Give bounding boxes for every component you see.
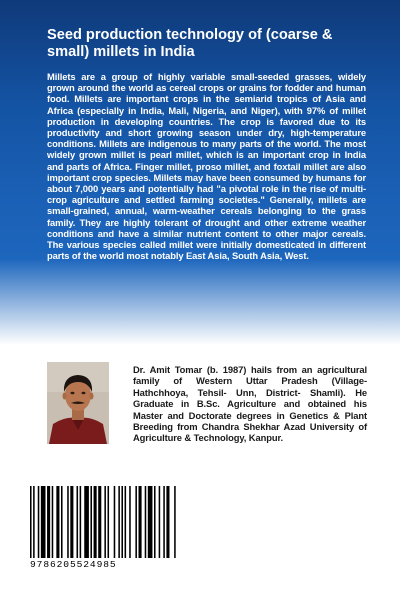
barcode-bars-graphic xyxy=(30,486,176,558)
author-photo xyxy=(47,362,109,444)
barcode-bar xyxy=(135,486,137,558)
barcode-bar xyxy=(84,486,89,558)
barcode-bar xyxy=(159,486,161,558)
barcode-bar xyxy=(98,486,101,558)
barcode-bar xyxy=(61,486,63,558)
isbn-barcode xyxy=(24,480,180,574)
barcode-bar xyxy=(166,486,169,558)
author-portrait-image xyxy=(47,362,109,444)
barcode-bar xyxy=(108,486,110,558)
barcode-bar xyxy=(56,486,59,558)
barcode-bar xyxy=(33,486,35,558)
barcode-bar xyxy=(148,486,153,558)
barcode-bar xyxy=(90,486,92,558)
barcode-bar xyxy=(77,486,79,558)
barcode-bar xyxy=(67,486,69,558)
barcode-bar xyxy=(41,486,46,558)
barcode-number: 9786205524985 xyxy=(30,559,117,570)
barcode-bar xyxy=(70,486,73,558)
barcode-bar xyxy=(52,486,54,558)
barcode-bar xyxy=(129,486,131,558)
barcode-bar xyxy=(30,486,32,558)
barcode-bar xyxy=(125,486,127,558)
barcode-bar xyxy=(94,486,97,558)
barcode-bar xyxy=(121,486,123,558)
book-description: Millets are a group of highly variable small-seeded grasses, widely grown around the world as cereal crops or grains for fodder and human food. Millets are important crops in the semiarid tropics of Asia and Africa (especially in India, Mali, Nigeria, and Niger), with 97% of millet production in developing countries. The crop is favored due to its productivity and short growing season under dry, high-temperature conditions. Millets are indigenous to many parts of the world. The most widely grown millet is pearl millet, which is an important crop in India and parts of Africa. Finger millet, proso millet, and foxtail millet are also important crop species. Millets may have been consumed by humans for about 7,000 years and potentially had "a pivotal role in the rise of multi-crop agriculture and settled farming societies." Generally, millets are small-grained, annual, warm-weather cereals belonging to the grass family. They are highly tolerant of drought and other extreme weather conditions and have a similar nutrient content to other major cereals. The various species called millet were initially domesticated in different parts of the world most notably East Asia, South Asia, West. xyxy=(47,71,366,262)
barcode-bar xyxy=(163,486,165,558)
barcode-bar xyxy=(118,486,120,558)
author-biography: Dr. Amit Tomar (b. 1987) hails from an agricultural family of Western Uttar Pradesh (Village- Hathchhoya, Tehsil- Unn, District- Shamli). He Graduate in B.Sc. Agriculture and obtained his Master and Doctorate degrees in Genetics & Plant Breeding from Chandra Shekhar Azad University of Agriculture & Technology, Kanpur. xyxy=(133,364,367,444)
barcode-bar xyxy=(154,486,156,558)
barcode-bar xyxy=(139,486,142,558)
barcode-bar xyxy=(174,486,176,558)
barcode-bar xyxy=(145,486,147,558)
barcode-bar xyxy=(38,486,40,558)
book-title: Seed production technology of (coarse & small) millets in India xyxy=(47,27,333,60)
barcode-bar xyxy=(104,486,106,558)
barcode-bar xyxy=(80,486,82,558)
barcode-bar xyxy=(114,486,116,558)
barcode-bar xyxy=(47,486,50,558)
